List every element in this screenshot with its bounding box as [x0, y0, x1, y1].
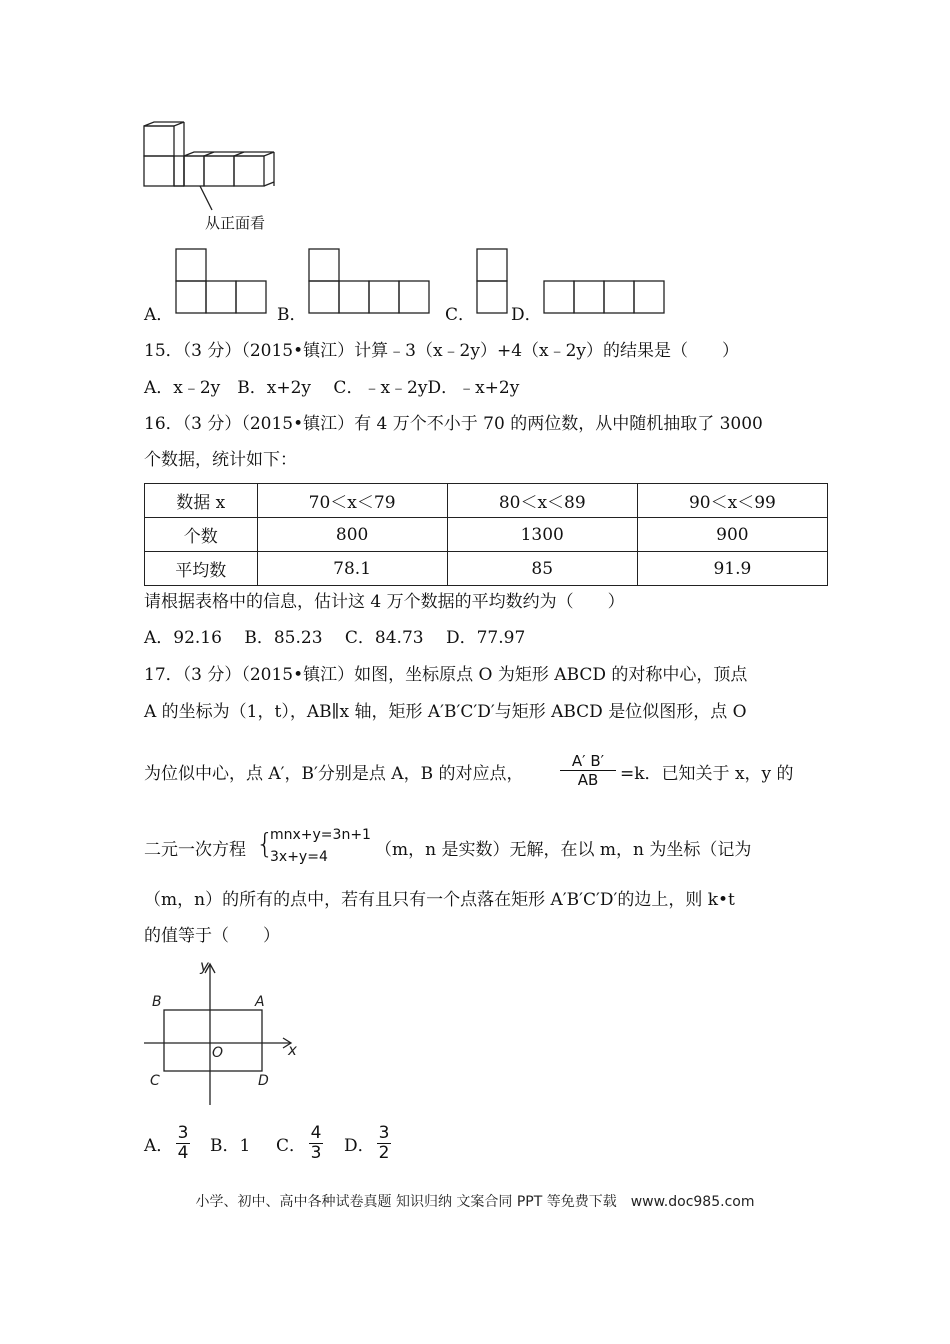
q17-line2: A 的坐标为（1，t），AB∥x 轴，矩形 A′B′C′D′与矩形 ABCD 是位似图形，点 O	[144, 702, 747, 722]
q17-option-c-label: C．	[276, 1136, 307, 1156]
table-cell: 91.9	[637, 552, 827, 586]
q17-line1: 17．（3 分）（2015•镇江）如图，坐标原点 O 为矩形 ABCD 的对称中心，顶点	[144, 665, 748, 685]
option-a-label: A．	[144, 305, 174, 325]
q17-option-c-fraction	[309, 1124, 323, 1163]
table-cell: 800	[257, 518, 447, 552]
ratio-denominator: AB	[577, 771, 599, 789]
q15-stem: 15．（3 分）（2015•镇江）计算﹣3（x﹣2y）+4（x﹣2y）的结果是（ ）	[144, 341, 740, 361]
table-cell: 1300	[447, 518, 637, 552]
statistics-table	[144, 483, 828, 586]
table-row	[145, 552, 828, 586]
equation-1: mnx+y=3n+1	[270, 827, 371, 843]
table-cell: 个数	[145, 518, 258, 552]
table-cell: 78.1	[257, 552, 447, 586]
table-row	[145, 518, 828, 552]
option-d-figure	[543, 280, 668, 314]
numerator: 4	[310, 1123, 322, 1143]
vertex-a-label: A	[255, 994, 265, 1010]
numerator: 3	[378, 1123, 390, 1143]
table-row	[145, 484, 828, 518]
page-footer: 小学、初中、高中各种试卷真题 知识归纳 文案合同 PPT 等免费下载 www.doc985.com	[195, 1194, 755, 1210]
x-axis-label: x	[288, 1041, 297, 1059]
denominator: 2	[378, 1143, 390, 1163]
q17-option-a-label: A．	[144, 1136, 174, 1156]
table-cell: 80＜x＜89	[447, 484, 637, 518]
vertex-d-label: D	[258, 1073, 269, 1089]
q16-stem-line1: 16．（3 分）（2015•镇江）有 4 万个不小于 70 的两位数，从中随机抽取了 3000	[144, 414, 763, 434]
q17-option-d-label: D．	[344, 1136, 375, 1156]
option-d-label: D．	[511, 305, 542, 325]
table-cell: 900	[637, 518, 827, 552]
option-c-label: C．	[445, 305, 476, 325]
q17-line4-before: 二元一次方程	[144, 840, 246, 860]
q17-line4-after: （m，n 是实数）无解，在以 m，n 为坐标（记为	[375, 840, 752, 860]
q16-stem-line2: 个数据，统计如下：	[144, 450, 297, 470]
option-c-figure	[476, 248, 511, 314]
q17-line5: （m，n）的所有的点中，若有且只有一个点落在矩形 A′B′C′D′的边上，则 k•t	[144, 890, 735, 910]
q15-options: A．x﹣2y B．x+2y C．﹣x﹣2yD．﹣x+2y	[144, 378, 520, 398]
vertex-c-label: C	[150, 1073, 160, 1089]
table-cell: 90＜x＜99	[637, 484, 827, 518]
ratio-numerator: A′ B′	[571, 752, 605, 770]
view-caption: 从正面看	[205, 214, 266, 232]
q16-options: A．92.16 B．85.23 C．84.73 D．77.97	[144, 628, 526, 648]
origin-label: O	[212, 1045, 224, 1061]
denominator: 4	[177, 1143, 189, 1163]
q17-option-b: B．1	[210, 1136, 251, 1156]
q17-line3-before: 为位似中心，点 A′，B′分别是点 A，B 的对应点，	[144, 764, 524, 784]
option-b-label: B．	[277, 305, 307, 325]
equation-system	[270, 824, 371, 868]
vertex-b-label: B	[152, 994, 162, 1010]
equation-2: 3x+y=4	[270, 849, 328, 865]
q16-question: 请根据表格中的信息，估计这 4 万个数据的平均数约为（ ）	[144, 592, 625, 612]
q17-option-d-fraction	[377, 1124, 391, 1163]
ratio-fraction	[560, 752, 616, 789]
brace-glyph: {	[256, 827, 274, 860]
denominator: 3	[310, 1143, 322, 1163]
q17-line3-after: =k．已知关于 x，y 的	[620, 764, 794, 784]
numerator: 3	[177, 1123, 189, 1143]
q17-option-a-fraction	[176, 1124, 190, 1163]
table-cell: 70＜x＜79	[257, 484, 447, 518]
table-cell: 平均数	[145, 552, 258, 586]
coordinate-figure	[140, 955, 310, 1110]
table-cell: 85	[447, 552, 637, 586]
option-b-figure	[308, 248, 433, 314]
q17-line6: 的值等于（ ）	[144, 926, 280, 946]
option-a-figure	[175, 248, 270, 314]
table-cell: 数据 x	[145, 484, 258, 518]
y-axis-label: y	[200, 957, 209, 975]
